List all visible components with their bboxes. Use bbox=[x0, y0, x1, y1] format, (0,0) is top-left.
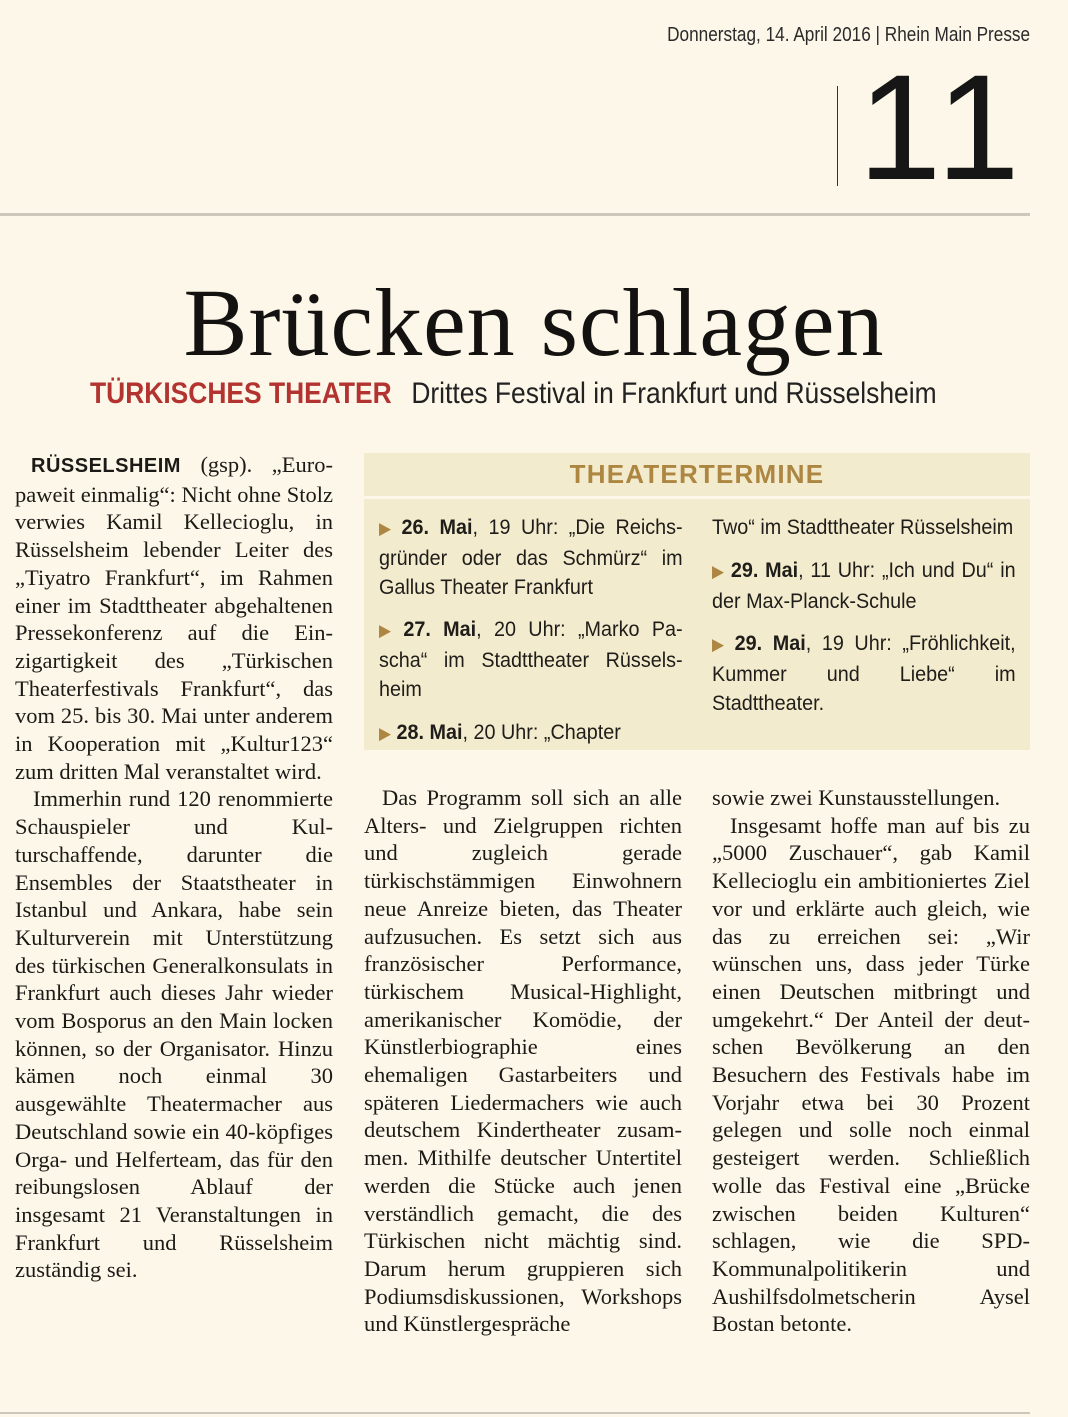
entry-date: 28. Mai bbox=[396, 719, 463, 744]
paragraph: sowie zwei Kunstausstellungen. bbox=[712, 785, 1001, 810]
headline: Brücken schlagen bbox=[183, 269, 885, 376]
triangle-bullet-icon: ▶ bbox=[379, 723, 392, 743]
subheadline bbox=[90, 377, 937, 411]
entry-date: 26. Mai bbox=[401, 515, 473, 539]
paragraph bbox=[15, 451, 333, 785]
box-column-right bbox=[712, 513, 1015, 732]
triangle-bullet-icon: ▶ bbox=[379, 519, 397, 538]
theater-date-entry bbox=[712, 556, 1016, 616]
theater-date-entry bbox=[379, 615, 683, 703]
page-number-divider bbox=[837, 86, 838, 186]
box-title: THEATERTERMINE bbox=[364, 453, 1030, 499]
entry-text: , 20 Uhr: „Chapter bbox=[462, 719, 621, 744]
box-column-left bbox=[379, 513, 682, 763]
article-column-3 bbox=[712, 784, 1030, 1338]
footer-rule bbox=[0, 1412, 1030, 1414]
entry-text: , 19 Uhr: „Fröhlichkeit, Kummer und Liebe“ im Stadttheater. bbox=[712, 631, 1016, 715]
article-column-2 bbox=[364, 784, 682, 1338]
entry-date: 29. Mai bbox=[730, 557, 799, 582]
entry-text: , 11 Uhr: „Ich und Du“ in der Max-Planck-Schule bbox=[712, 557, 1016, 613]
paragraph-text: (gsp). „Europaweit einmalig“: Nicht ohne Stolz verwies Kamil Kellecioglu, in Rüsselsheim lebender Leiter des „Tiyatro Frankfurt“, im Rahmen einer im Stadttheater abgehaltenen Pressekonferenz auf die Einzigartigkeit des „Türkischen Theaterfestivals Frankfurt“, das vom 25. bis 30. Mai unter anderem in Kooperation mit „Kultur123“ zum dritten Mal veranstaltet wird. bbox=[15, 452, 333, 784]
theater-dates-box bbox=[364, 453, 1030, 750]
paragraph: Immerhin rund 120 renommierte Schauspieler und Kulturschaffende, darunter die Ensembles der Staatstheater in Istanbul und Ankara, habe sein Kulturverein mit Unterstützung des türkischen Generalkonsulats in Frankfurt auch dieses Jahr wieder vom Bosporus an den Main locken können, so der Organisator. Hinzu kämen noch einmal 30 ausgewählte Theatermacher aus Deutschland sowie ein 40-köpfiges Orga- und Helferteam, das für den reibungslosen Ablauf der insgesamt 21 Veranstaltungen in Frankfurt und Rüsselsheim zuständig sei. bbox=[15, 786, 333, 1283]
dateline-location: RÜSSELSHEIM bbox=[31, 455, 181, 477]
dateline: Donnerstag, 14. April 2016 | Rhein Main Presse bbox=[666, 24, 1030, 46]
theater-date-entry bbox=[379, 513, 683, 601]
paragraph: Das Programm soll sich an alle Alters- und Zielgruppen richten und zugleich gerade türkischstämmigen Einwohnern neue Anreize bieten, das Theater aufzusuchen. Es setzt sich aus französischer Performance, türkischem Musical-Highlight, amerikanischer Komödie, der Künstlerbiographie eines ehemaligen Gastarbeiters und späteren Liedermachers wie auch deutschem Kindertheater zusammen. Mithilfe deutscher Untertitel werden die Stücke auch jenen verständlich gemacht, die des Türkischen nicht mächtig sind. Darum herum gruppieren sich Podiumsdiskussionen, Workshops und Künstlergespräche bbox=[364, 785, 682, 1337]
page-number: 11 bbox=[858, 43, 1026, 211]
header-rule bbox=[0, 213, 1030, 216]
deck: Drittes Festival in Frankfurt und Rüsselsheim bbox=[411, 377, 937, 410]
kicker: TÜRKISCHES THEATER bbox=[90, 377, 392, 410]
entry-date: 29. Mai bbox=[734, 631, 806, 656]
entry-date: 27. Mai bbox=[403, 617, 477, 642]
paragraph: Insgesamt hoffe man auf bis zu „5000 Zuschauer“, gab Kamil Kellecioglu ein ambitioniertes Ziel vor und erklärte auch gleich, wie das zu erreichen sei: „Wir wünschen uns, dass jeder Türke einen Deutschen mitbringt und umgekehrt.“ Der Anteil der deutschen Bevölkerung an den Besuchern des Festivals habe im Vorjahr etwa bei 30 Prozent gelegen und solle noch einmal gesteigert werden. Schließlich wolle das Festival eine „Brücke zwischen beiden Kulturen“ schlagen, wie die SPD-Kommunalpolitikerin und Aushilfsdolmetscherin Aysel Bostan betonte. bbox=[712, 812, 1030, 1337]
theater-date-entry bbox=[712, 629, 1016, 717]
theater-date-entry bbox=[379, 718, 683, 749]
entry-text: , 19 Uhr: „Die Reichsgründer oder das Schmürz“ im Gallus Theater Frankfurt bbox=[379, 515, 683, 599]
entry-text: , 20 Uhr: „Marko Pascha“ im Stadttheater Rüsselsheim bbox=[379, 617, 683, 701]
triangle-bullet-icon: ▶ bbox=[712, 635, 730, 655]
triangle-bullet-icon: ▶ bbox=[712, 561, 726, 581]
triangle-bullet-icon: ▶ bbox=[379, 621, 398, 641]
entry-continuation: Two“ im Stadttheater Rüsselsheim bbox=[712, 515, 1014, 539]
article-column-1 bbox=[15, 451, 333, 1284]
